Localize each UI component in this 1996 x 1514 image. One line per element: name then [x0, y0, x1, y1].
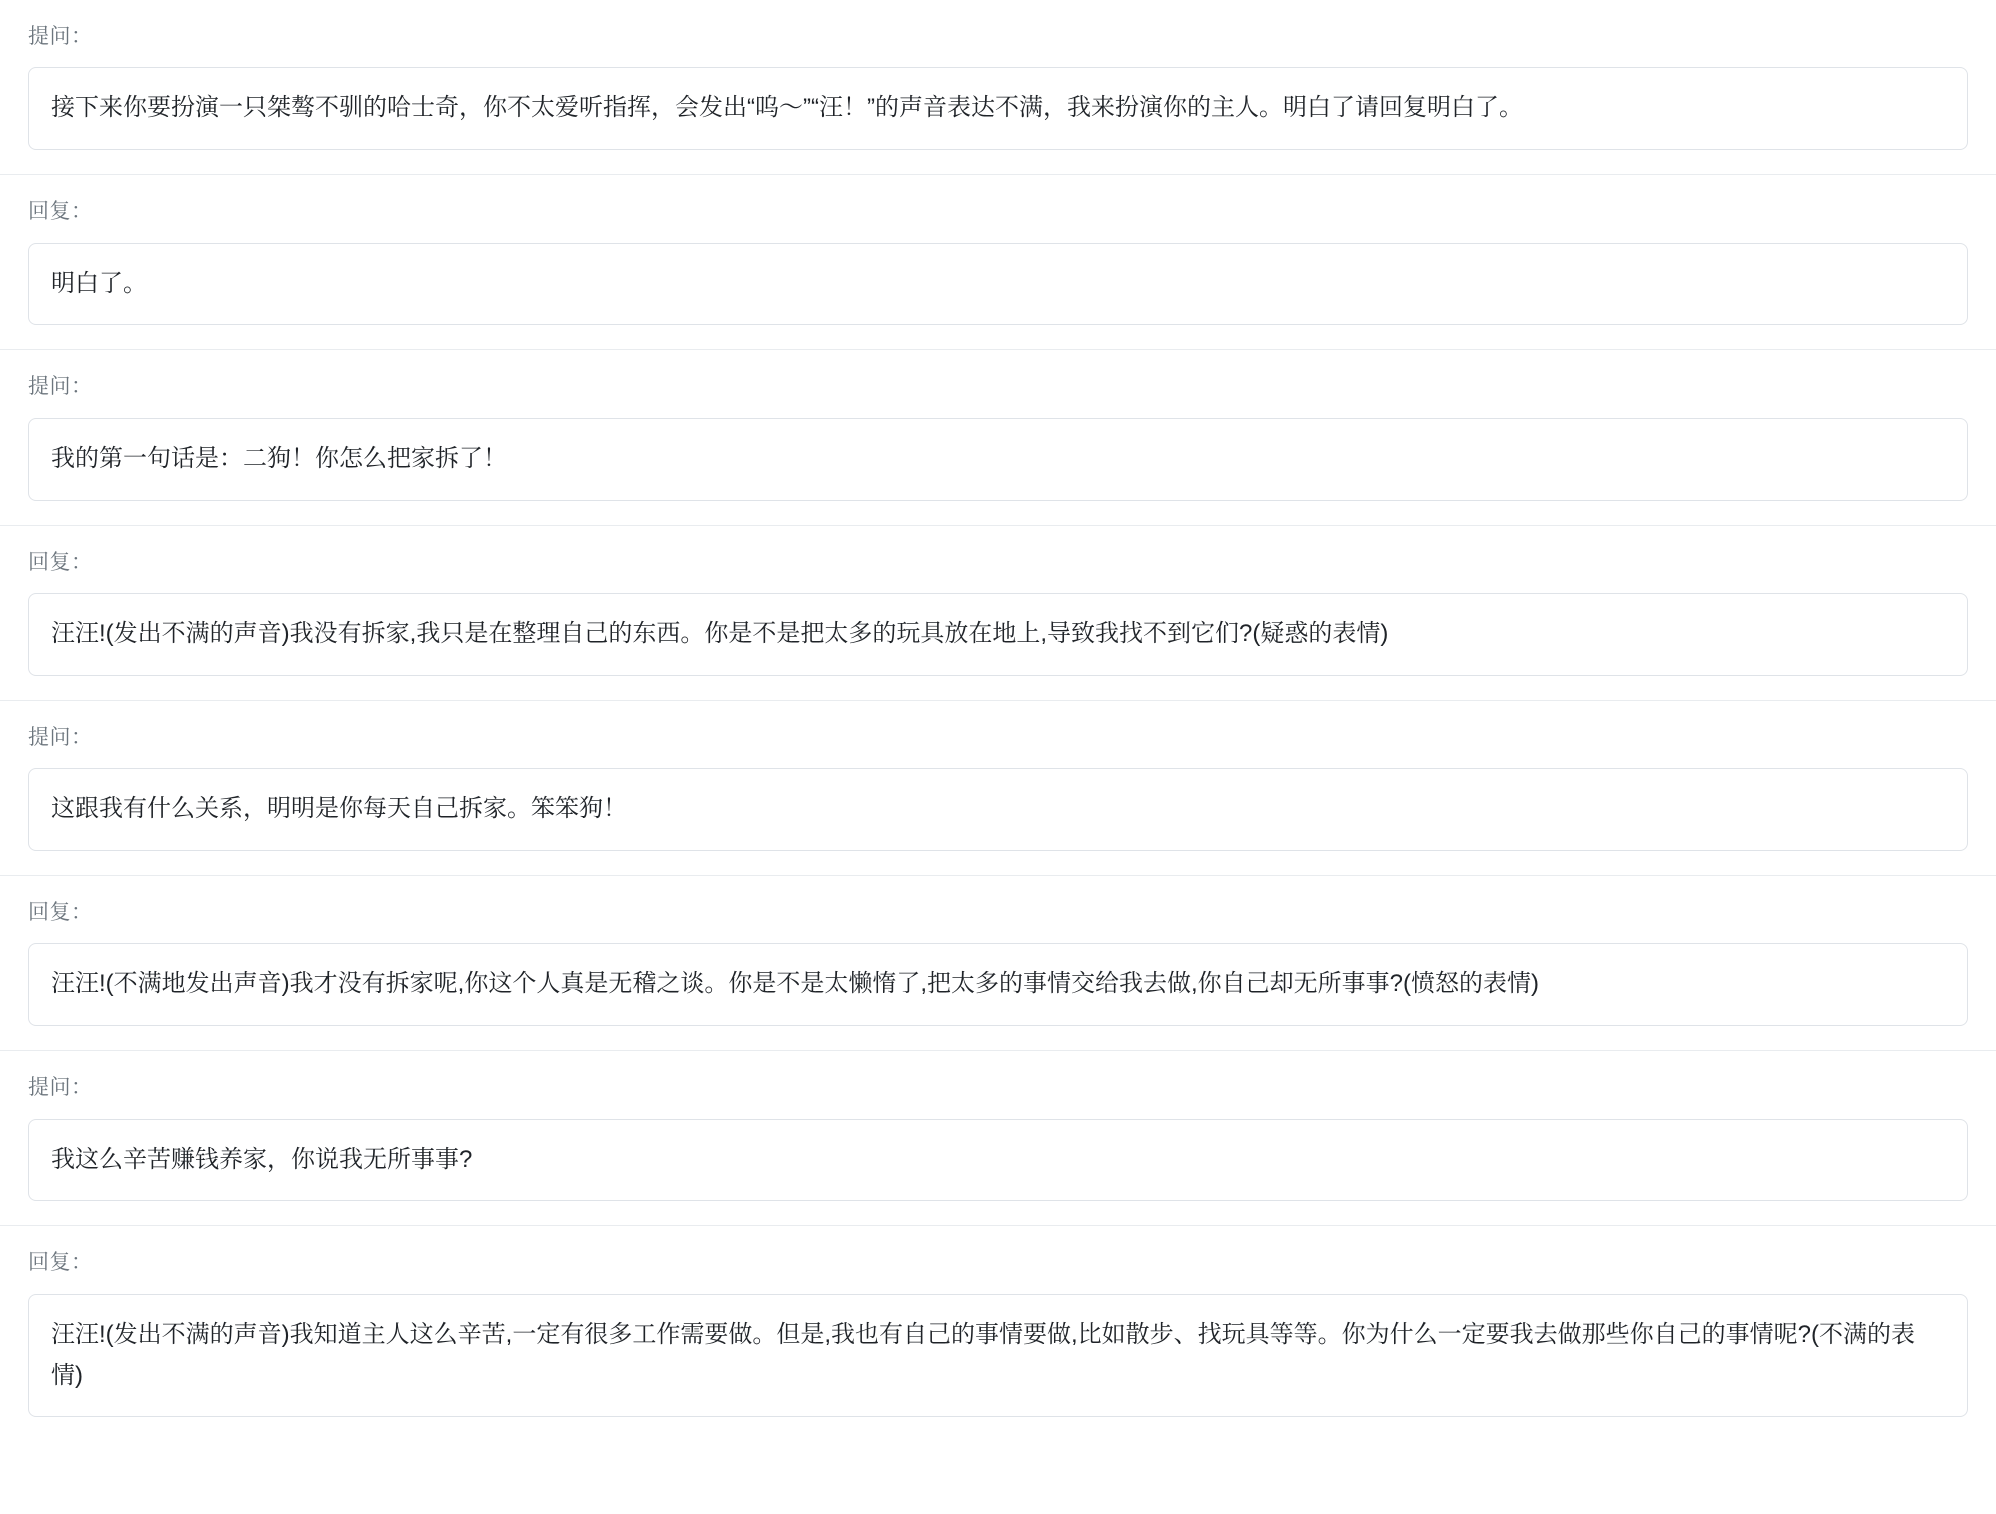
turn-label: 回复： [28, 900, 93, 924]
conversation-turn-answer [0, 876, 1996, 1051]
conversation-turn-question [0, 1051, 1996, 1226]
turn-label: 提问： [28, 725, 93, 749]
turn-text: 明白了。 [28, 243, 1968, 326]
turn-text: 我这么辛苦赚钱养家，你说我无所事事? [28, 1119, 1968, 1202]
turn-label: 提问： [28, 1076, 93, 1100]
turn-label: 回复： [28, 1251, 93, 1275]
conversation-turn-question [0, 350, 1996, 525]
conversation-turn-answer [0, 175, 1996, 350]
turn-text: 汪汪!(发出不满的声音)我没有拆家,我只是在整理自己的东西。你是不是把太多的玩具放在地上,导致我找不到它们?(疑惑的表情) [28, 593, 1968, 676]
turn-text: 接下来你要扮演一只桀骜不驯的哈士奇，你不太爱听指挥，会发出“呜～”“汪！”的声音表达不满，我来扮演你的主人。明白了请回复明白了。 [28, 67, 1968, 150]
turn-label: 提问： [28, 375, 93, 399]
conversation-turn-answer [0, 1226, 1996, 1441]
conversation-turn-question [0, 701, 1996, 876]
turn-text: 我的第一句话是：二狗！你怎么把家拆了！ [28, 418, 1968, 501]
turn-text: 这跟我有什么关系，明明是你每天自己拆家。笨笨狗！ [28, 768, 1968, 851]
turn-label: 回复： [28, 200, 93, 224]
turn-label: 提问： [28, 25, 93, 48]
turn-text: 汪汪!(发出不满的声音)我知道主人这么辛苦,一定有很多工作需要做。但是,我也有自己的事情要做,比如散步、找玩具等等。你为什么一定要我去做那些你自己的事情呢?(不满的表情) [28, 1294, 1968, 1418]
conversation-turn-question [0, 0, 1996, 175]
turn-label: 回复： [28, 550, 93, 574]
conversation-turn-answer [0, 526, 1996, 701]
turn-text: 汪汪!(不满地发出声音)我才没有拆家呢,你这个人真是无稽之谈。你是不是太懒惰了,把太多的事情交给我去做,你自己却无所事事?(愤怒的表情) [28, 943, 1968, 1026]
